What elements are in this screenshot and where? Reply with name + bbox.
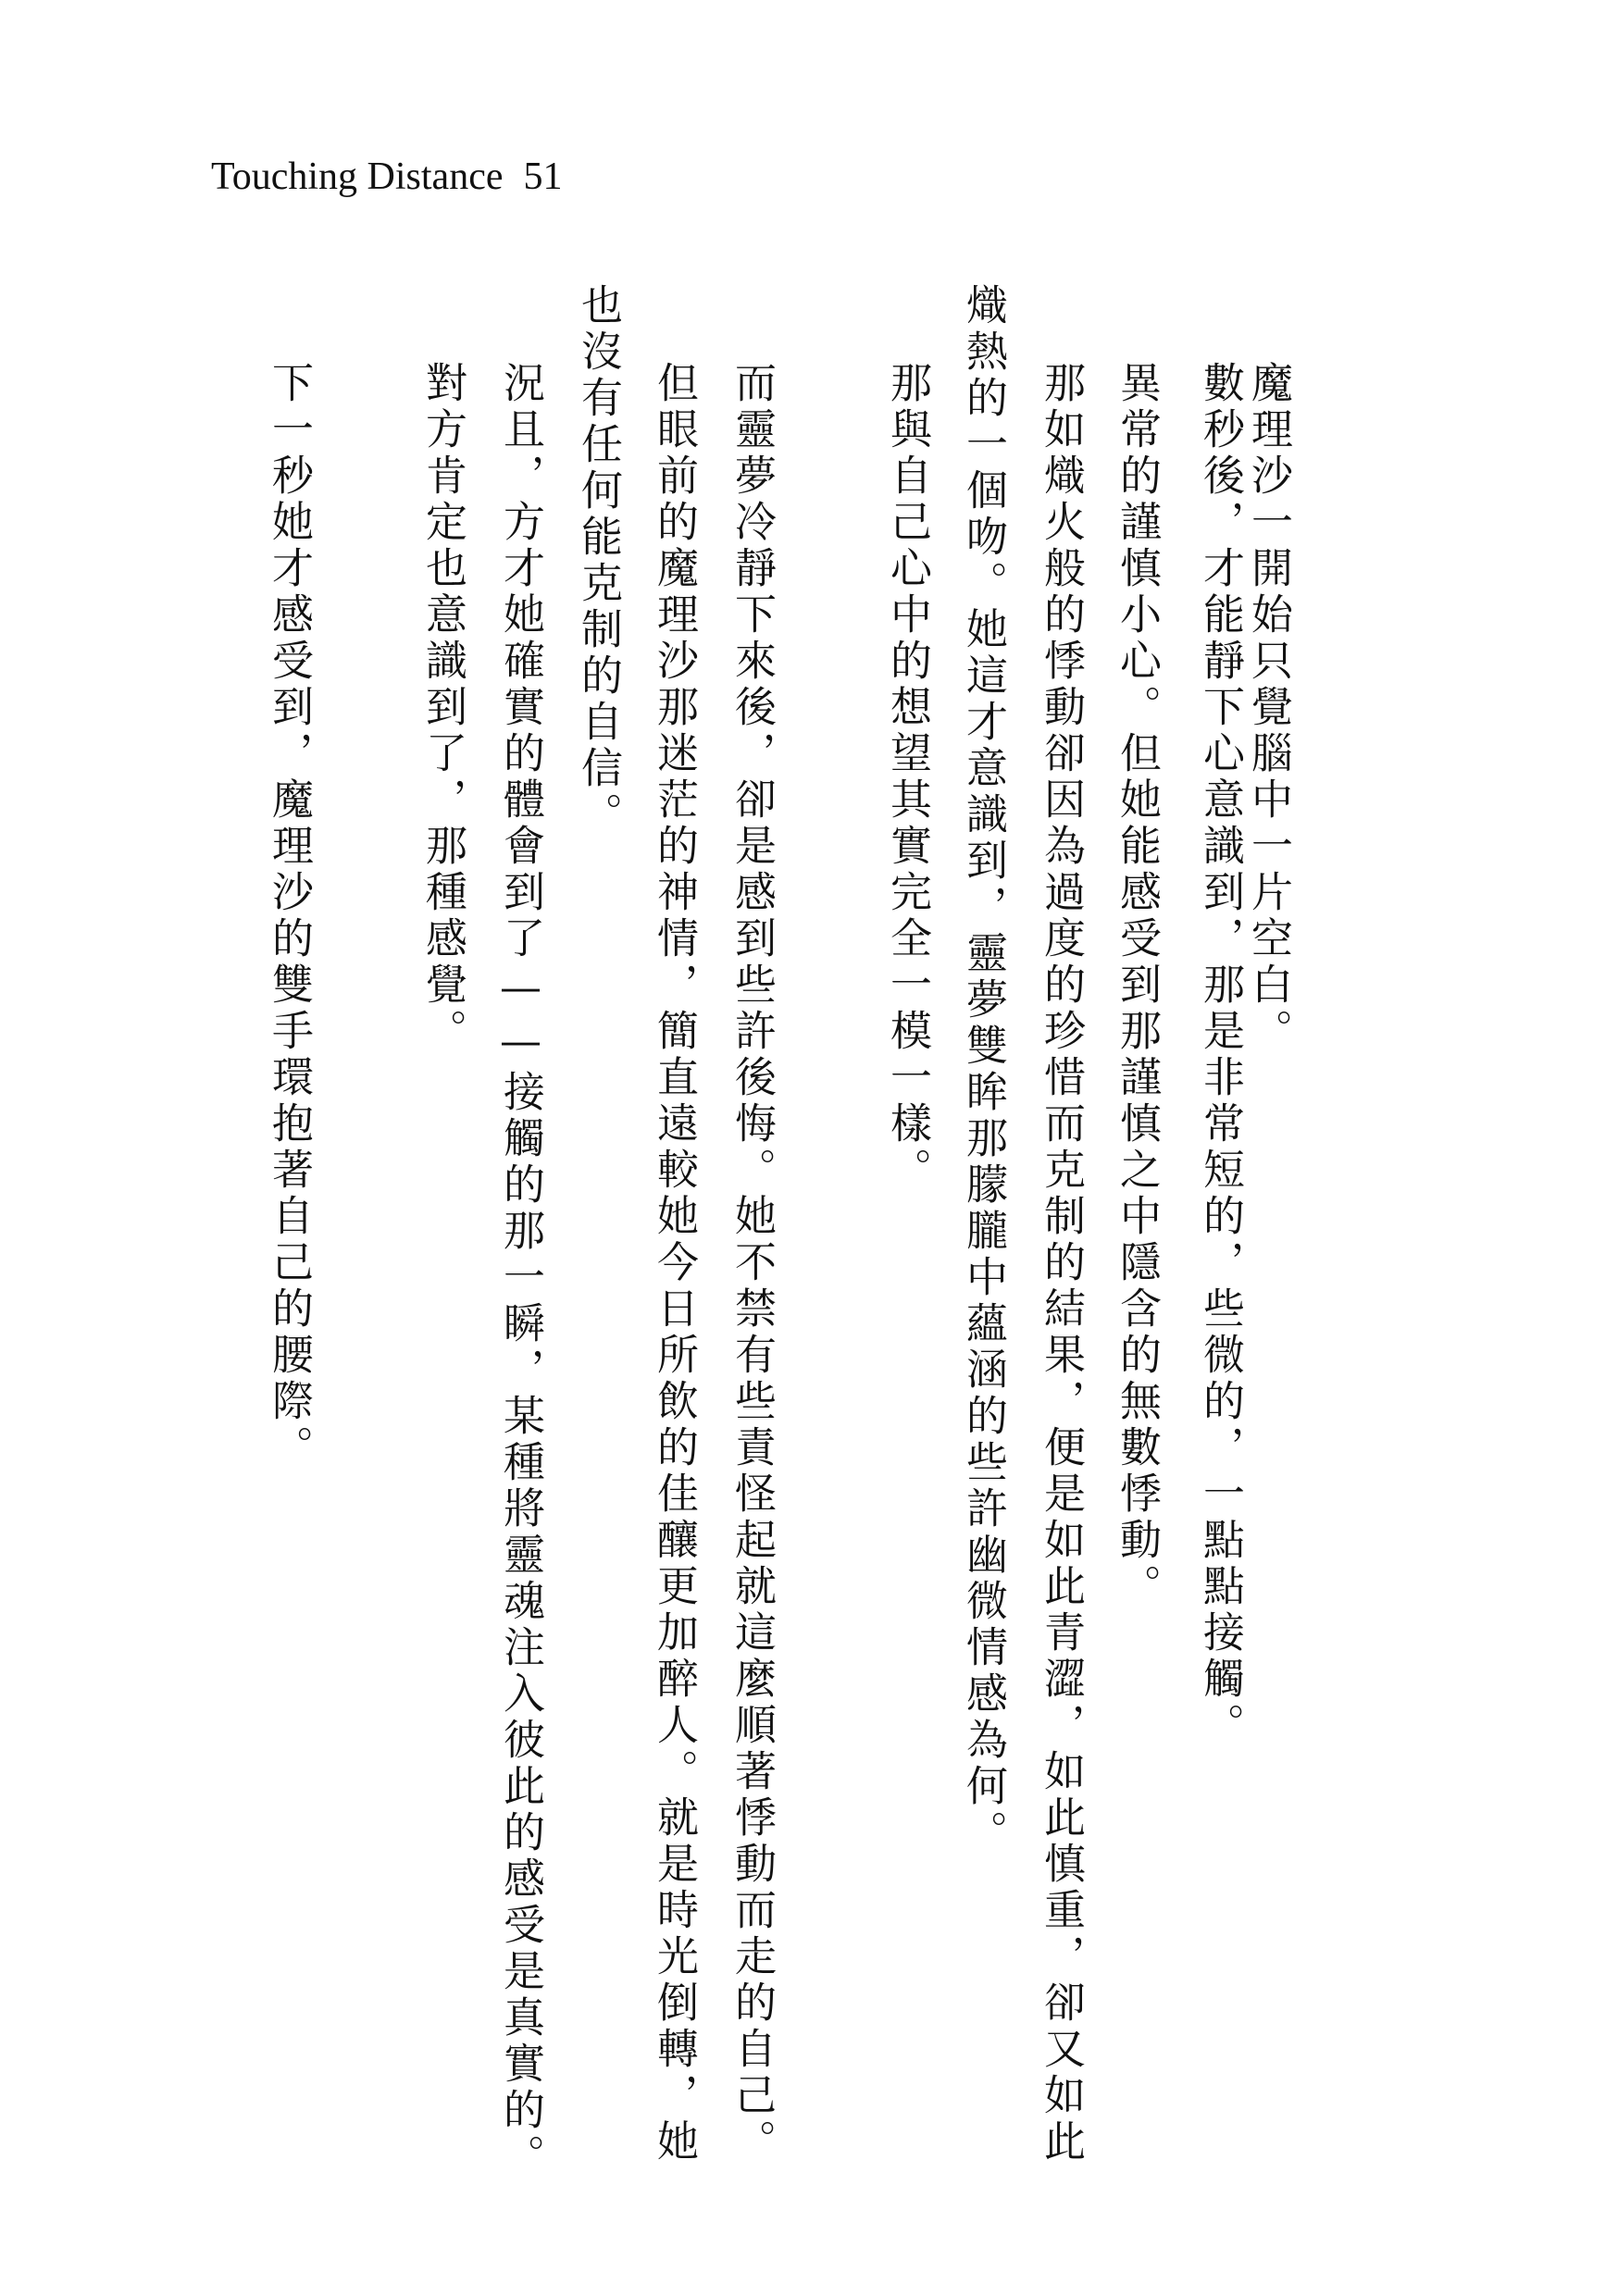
text-column: 數秒後，才能靜下心意識到，那是非常短的，些微的，一點點接觸。 (1196, 361, 1245, 1749)
text-column: 況且，方才她確實的體會到了——接觸的那一瞬，某種將靈魂注入彼此的感受是真實的。 (496, 361, 545, 2180)
text-column: 熾熱的一個吻。她這才意識到，靈夢雙眸那朦朧中蘊涵的些許幽微情感為何。 (959, 283, 1008, 1856)
running-header (211, 157, 562, 196)
book-title: Touching Distance (211, 155, 504, 198)
text-column: 但眼前的魔理沙那迷茫的神情，簡直遠較她今日所飲的佳釀更加醉人。就是時光倒轉，她 (650, 361, 699, 2166)
text-column: 也沒有任何能克制的自信。 (574, 283, 623, 838)
text-column: 異常的謹慎小心。但她能感受到那謹慎之中隱含的無數悸動。 (1113, 361, 1162, 1610)
text-column: 魔理沙一開始只覺腦中一片空白。 (1244, 361, 1293, 1055)
text-column: 下一秒她才感受到，魔理沙的雙手環抱著自己的腰際。 (265, 361, 314, 1471)
page-number: 51 (523, 155, 563, 198)
text-column: 那與自己心中的想望其實完全一模一樣。 (883, 361, 932, 1194)
text-column: 而靈夢冷靜下來後，卻是感到些許後悔。她不禁有些責怪起就這麼順著悸動而走的自己。 (728, 361, 777, 2166)
text-column: 對方肯定也意識到了，那種感覺。 (418, 361, 467, 1055)
text-column: 那如熾火般的悸動卻因為過度的珍惜而克制的結果，便是如此青澀，如此慎重，卻又如此 (1037, 361, 1086, 2166)
